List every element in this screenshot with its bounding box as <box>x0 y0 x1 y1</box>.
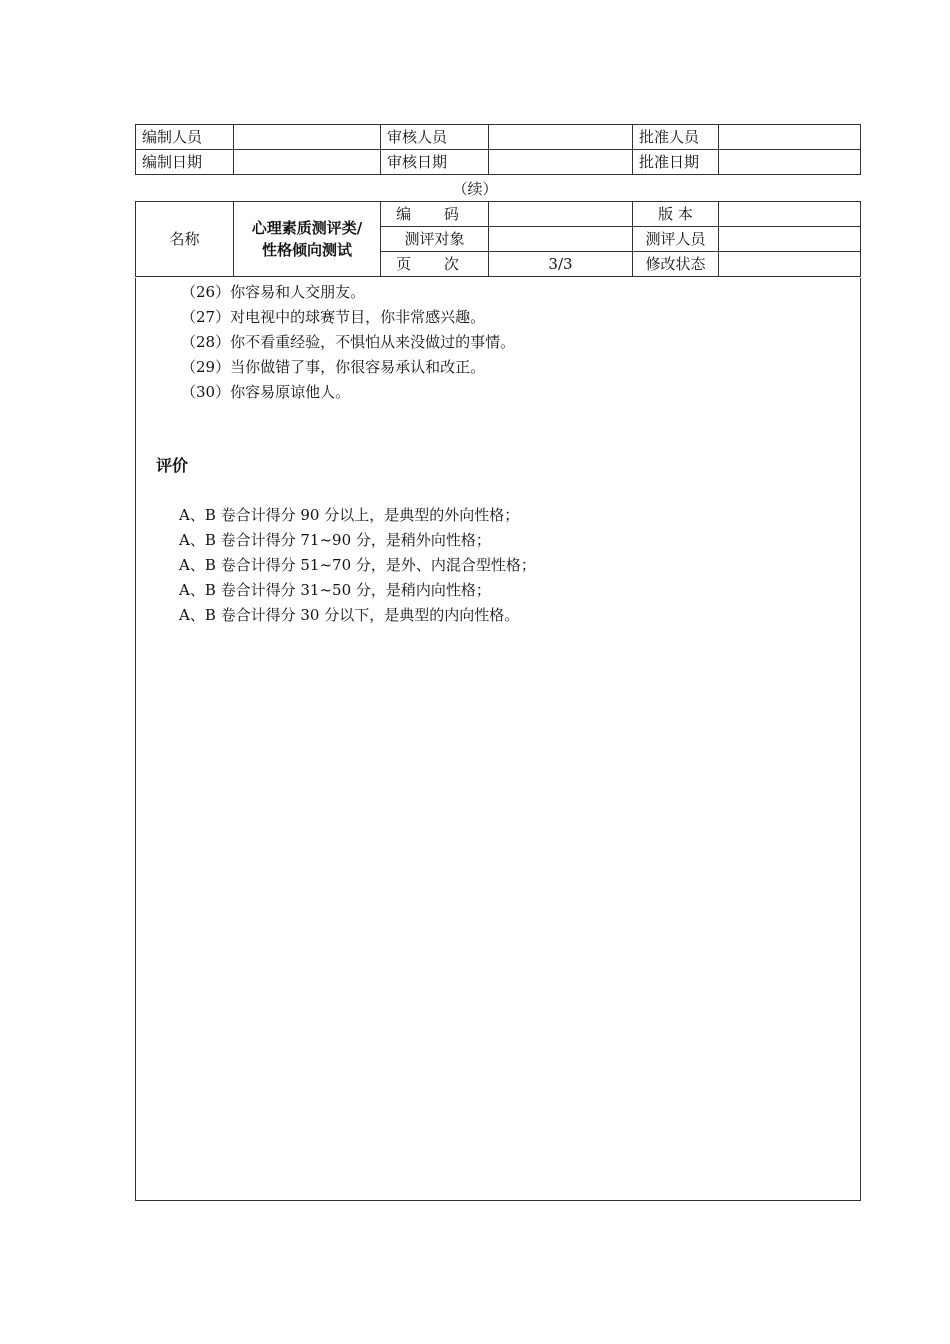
question-item: （26）你容易和人交朋友。 <box>181 283 366 301</box>
compiler-label: 编制人员 <box>136 125 234 150</box>
reviewer-label: 审核人员 <box>381 125 489 150</box>
evaluation-item: A、B 卷合计得分 90 分以上，是典型的外向性格； <box>179 506 520 524</box>
assessor-value <box>719 227 861 252</box>
revision-value <box>719 252 861 277</box>
evaluation-item: A、B 卷合计得分 51~70 分，是外、内混合型性格； <box>179 556 536 574</box>
version-label: 版 本 <box>633 202 719 227</box>
target-value <box>489 227 633 252</box>
signoff-row-dates <box>136 150 861 175</box>
content-box <box>135 278 861 1201</box>
signoff-row-preparer <box>136 125 861 150</box>
code-value <box>489 202 633 227</box>
page-value: 3/3 <box>489 252 633 277</box>
evaluation-item: A、B 卷合计得分 31~50 分，是稍内向性格； <box>179 581 491 599</box>
approver-value <box>719 125 861 150</box>
name-label: 名称 <box>136 202 234 277</box>
approver-label: 批准人员 <box>633 125 719 150</box>
question-list <box>181 280 515 405</box>
version-value <box>719 202 861 227</box>
question-item: （28）你不看重经验，不惧怕从来没做过的事情。 <box>181 333 516 351</box>
review-date-value <box>489 150 633 175</box>
question-item: （27）对电视中的球赛节目，你非常感兴趣。 <box>181 308 486 326</box>
reviewer-value <box>489 125 633 150</box>
question-item: （29）当你做错了事，你很容易承认和改正。 <box>181 358 486 376</box>
signoff-table <box>135 124 861 175</box>
evaluation-list <box>179 503 536 628</box>
review-date-label: 审核日期 <box>381 150 489 175</box>
target-label: 测评对象 <box>381 227 489 252</box>
page-label: 页 次 <box>381 252 489 277</box>
code-label: 编 码 <box>381 202 489 227</box>
continued-label: （续） <box>452 180 498 198</box>
evaluation-heading: 评价 <box>156 456 189 475</box>
compiler-value <box>234 125 381 150</box>
document-title-line1: 心理素质测评类/ <box>251 219 363 237</box>
compile-date-value <box>234 150 381 175</box>
document-title <box>234 202 381 277</box>
assessor-label: 测评人员 <box>633 227 719 252</box>
evaluation-item: A、B 卷合计得分 71~90 分，是稍外向性格； <box>179 531 491 549</box>
revision-label: 修改状态 <box>633 252 719 277</box>
evaluation-item: A、B 卷合计得分 30 分以下，是典型的内向性格。 <box>179 606 520 624</box>
approve-date-label: 批准日期 <box>633 150 719 175</box>
document-header-table <box>135 201 861 277</box>
approve-date-value <box>719 150 861 175</box>
compile-date-label: 编制日期 <box>136 150 234 175</box>
question-item: （30）你容易原谅他人。 <box>181 383 351 401</box>
document-title-line2: 性格倾向测试 <box>261 241 352 259</box>
